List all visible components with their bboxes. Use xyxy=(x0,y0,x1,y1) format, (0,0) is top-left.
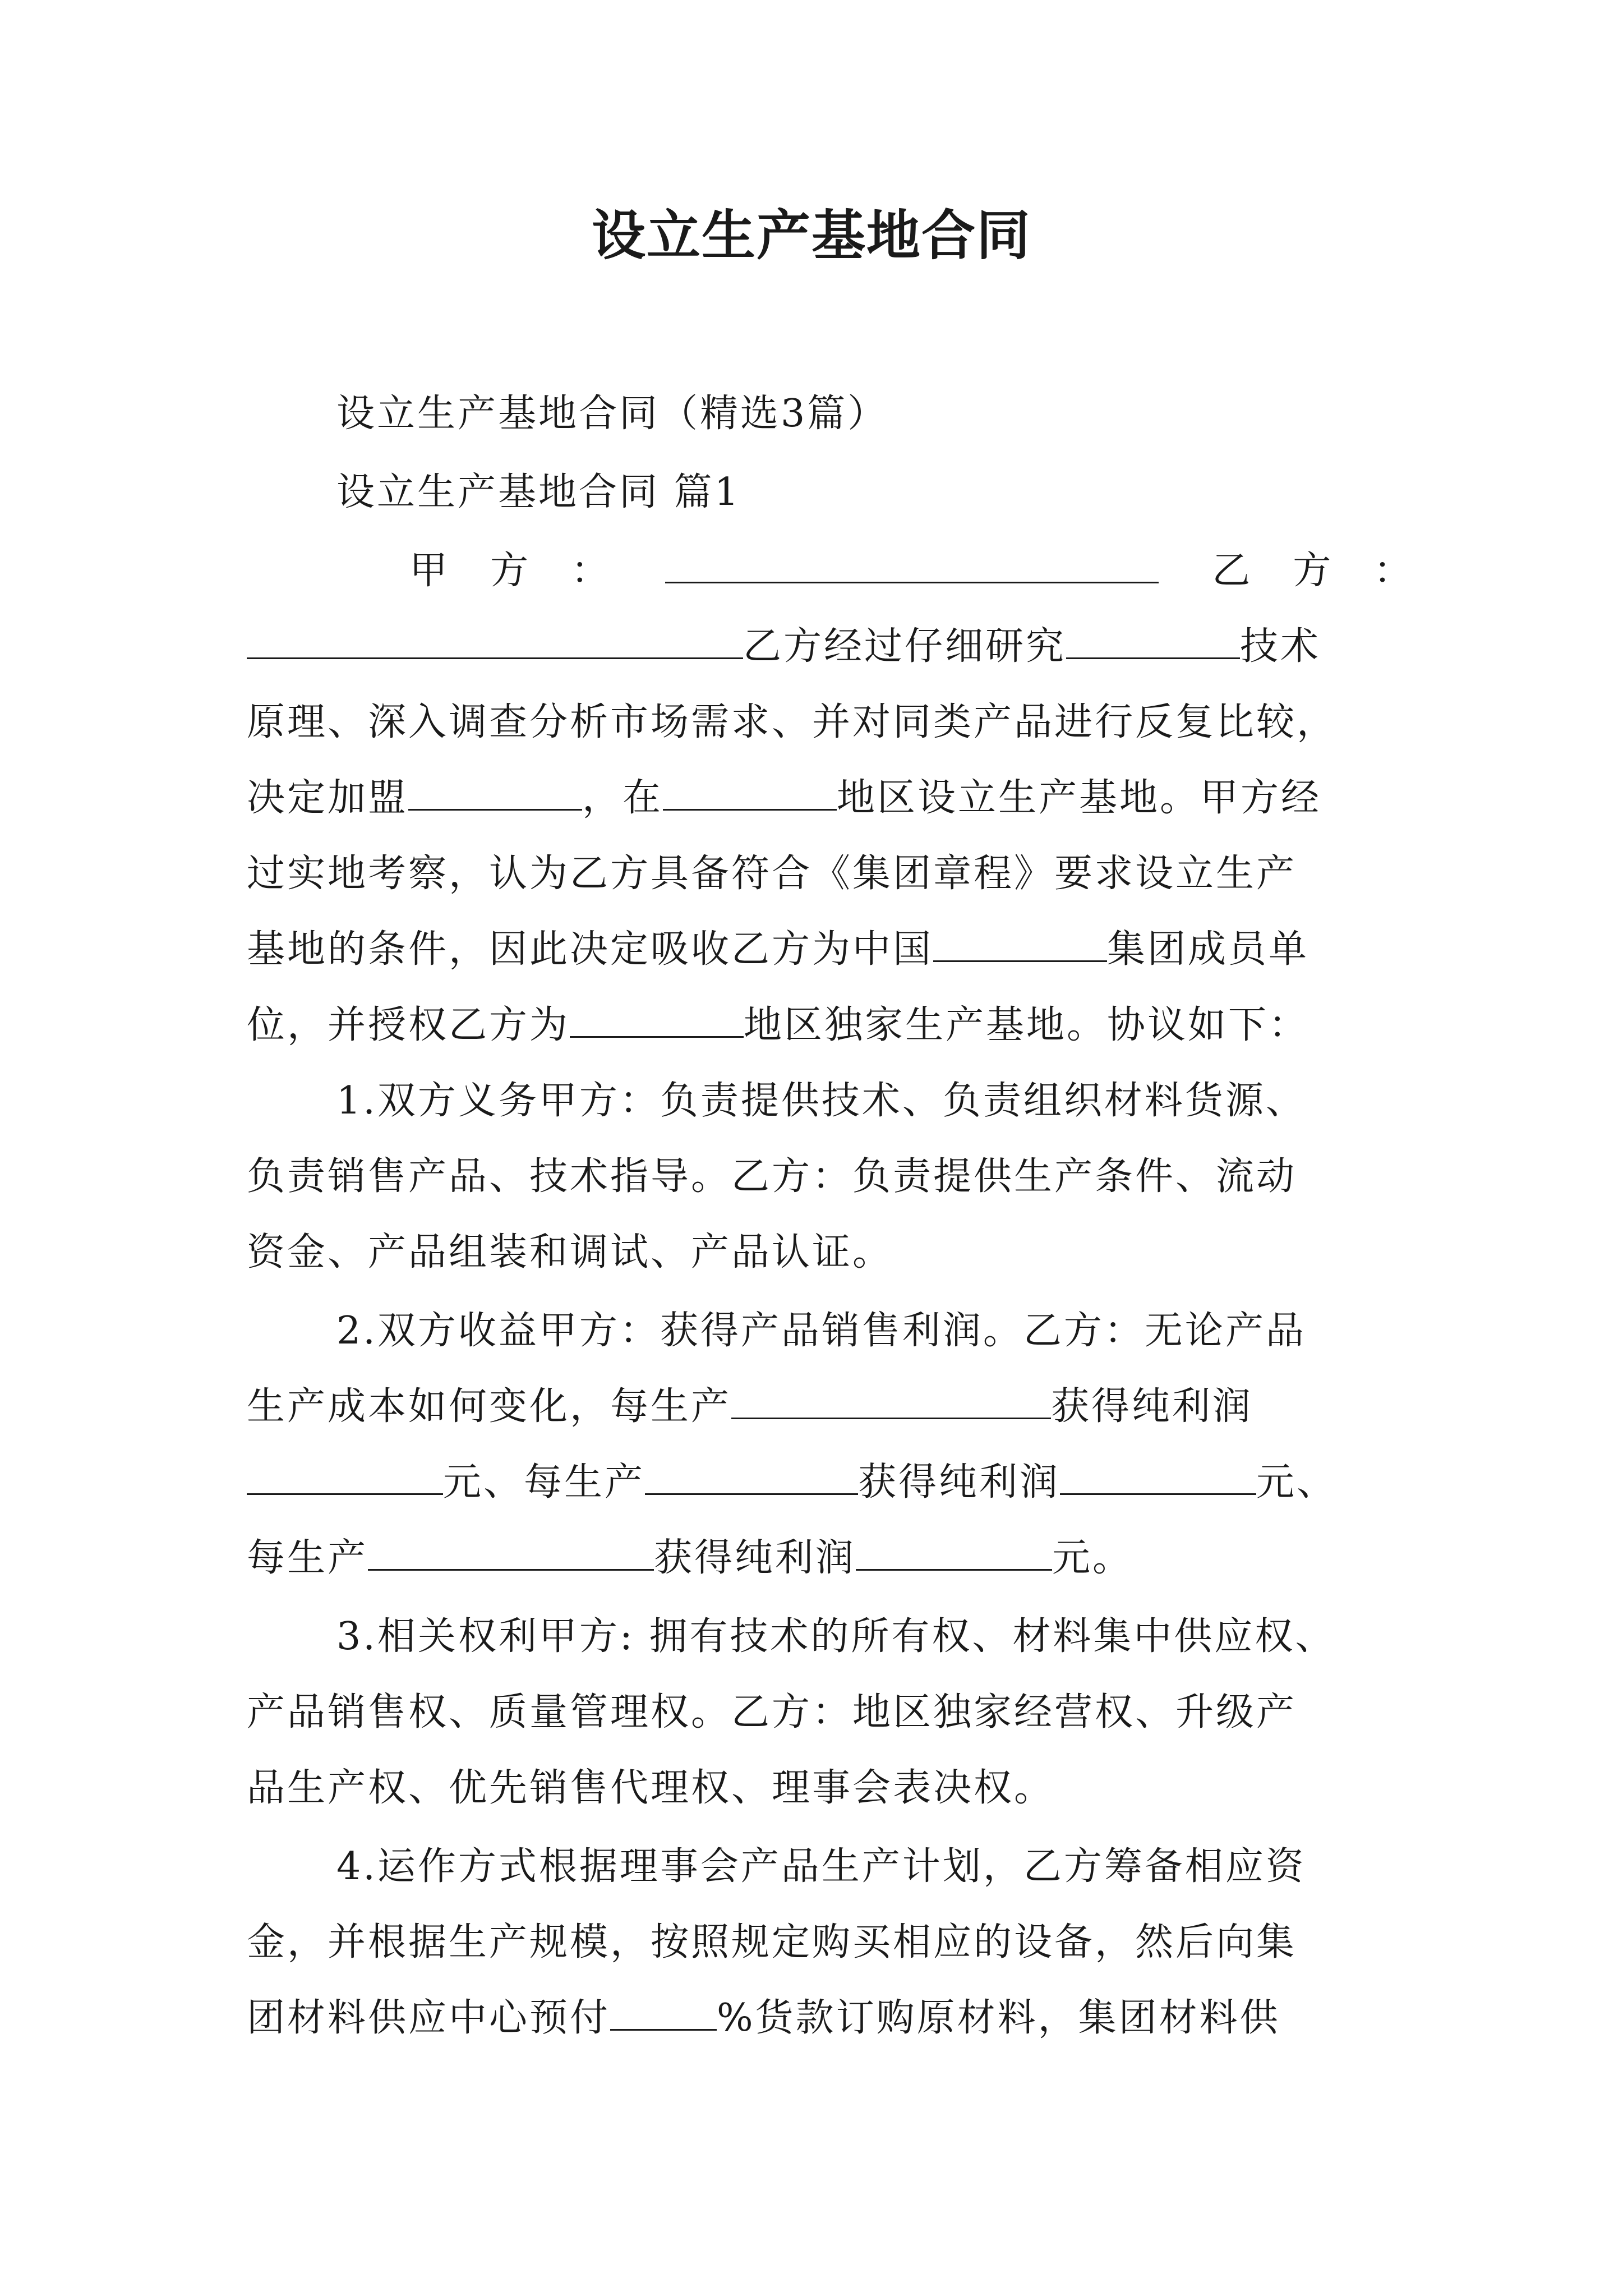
blank-field xyxy=(645,1461,858,1495)
text-segment: %货款订购原材料，集团材料供 xyxy=(717,1996,1280,2040)
text-segment: 乙方经过仔细研究 xyxy=(743,624,1067,669)
subtitle: 设立生产基地合同（精选3篇） xyxy=(336,392,888,436)
clause-3-line-1: 3.相关权利甲方: 拥有技术的所有权、材料集中供应权、 xyxy=(336,1614,1336,1659)
document-title: 设立生产基地合同 xyxy=(592,204,1031,267)
section-heading: 设立生产基地合同 篇1 xyxy=(336,470,741,514)
text-segment: 位，并授权乙方为 xyxy=(247,1003,570,1047)
text-segment: ，在 xyxy=(582,776,663,820)
text-segment: 生产成本如何变化，每生产 xyxy=(247,1384,732,1429)
clause-3-line-3: 品生产权、优先销售代理权、理事会表决权。 xyxy=(247,1766,1055,1810)
blank-field xyxy=(933,928,1107,962)
blank-field xyxy=(1066,625,1240,659)
blank-field xyxy=(731,1385,1051,1419)
body-line-2: 原理、深入调查分析市场需求、并对同类产品进行反复比较， xyxy=(247,700,1338,744)
blank-field xyxy=(663,776,837,811)
party-line xyxy=(409,544,1414,598)
party-a-blank xyxy=(665,549,1159,583)
text-segment: 决定加盟 xyxy=(247,776,409,820)
clause-2-line-2 xyxy=(247,1380,1396,1434)
text-segment: 基地的条件，因此决定吸收乙方为中国 xyxy=(247,927,934,972)
text-segment: 地区设立生产基地。甲方经 xyxy=(837,776,1322,820)
clause-4-line-1: 4.运作方式根据理事会产品生产计划，乙方筹备相应资 xyxy=(336,1844,1306,1889)
clause-1-line-2: 负责销售产品、技术指导。乙方：负责提供生产条件、流动 xyxy=(247,1154,1297,1199)
body-line-1 xyxy=(247,620,1396,674)
body-line-6 xyxy=(247,999,1396,1052)
text-segment: 获得纯利润 xyxy=(654,1536,856,1580)
body-line-3 xyxy=(247,771,1396,825)
body-line-5 xyxy=(247,923,1396,977)
text-segment: 团材料供应中心预付 xyxy=(247,1996,611,2040)
text-segment: 元、 xyxy=(1256,1460,1338,1504)
text-segment: 获得纯利润 xyxy=(858,1460,1061,1504)
blank-field xyxy=(368,1536,654,1571)
clause-1-line-3: 资金、产品组装和调试、产品认证。 xyxy=(247,1230,893,1274)
clause-3-line-2: 产品销售权、质量管理权。乙方：地区独家经营权、升级产 xyxy=(247,1690,1297,1734)
clause-1-line-1: 1.双方义务甲方：负责提供技术、负责组织材料货源、 xyxy=(336,1079,1306,1123)
party-a-label: 甲 方 ： xyxy=(409,549,612,593)
blank-field xyxy=(856,1536,1052,1571)
clause-4-line-3 xyxy=(247,1991,1396,2045)
blank-field xyxy=(247,1461,443,1495)
text-segment: 地区独家生产基地。协议如下： xyxy=(744,1003,1310,1047)
body-line-4: 过实地考察，认为乙方具备符合《集团章程》要求设立生产 xyxy=(247,852,1297,896)
party-b-blank xyxy=(247,625,743,659)
blank-field xyxy=(408,776,582,811)
text-segment: 元、每生产 xyxy=(443,1460,645,1504)
text-segment: 集团成员单 xyxy=(1107,927,1310,972)
clause-2-line-1: 2.双方收益甲方：获得产品销售利润。乙方：无论产品 xyxy=(336,1309,1306,1353)
blank-field xyxy=(610,1996,717,2031)
clause-2-line-4 xyxy=(247,1531,1396,1585)
blank-field xyxy=(570,1004,744,1038)
party-b-label: 乙 方 ： xyxy=(1212,549,1414,593)
blank-field xyxy=(1060,1461,1256,1495)
text-segment: 元。 xyxy=(1052,1536,1133,1580)
text-segment: 每生产 xyxy=(247,1536,368,1580)
text-segment: 获得纯利润 xyxy=(1051,1384,1253,1429)
clause-4-line-2: 金，并根据生产规模，按照规定购买相应的设备，然后向集 xyxy=(247,1920,1297,1964)
text-segment: 技术 xyxy=(1240,624,1321,669)
clause-2-line-3 xyxy=(247,1456,1396,1510)
